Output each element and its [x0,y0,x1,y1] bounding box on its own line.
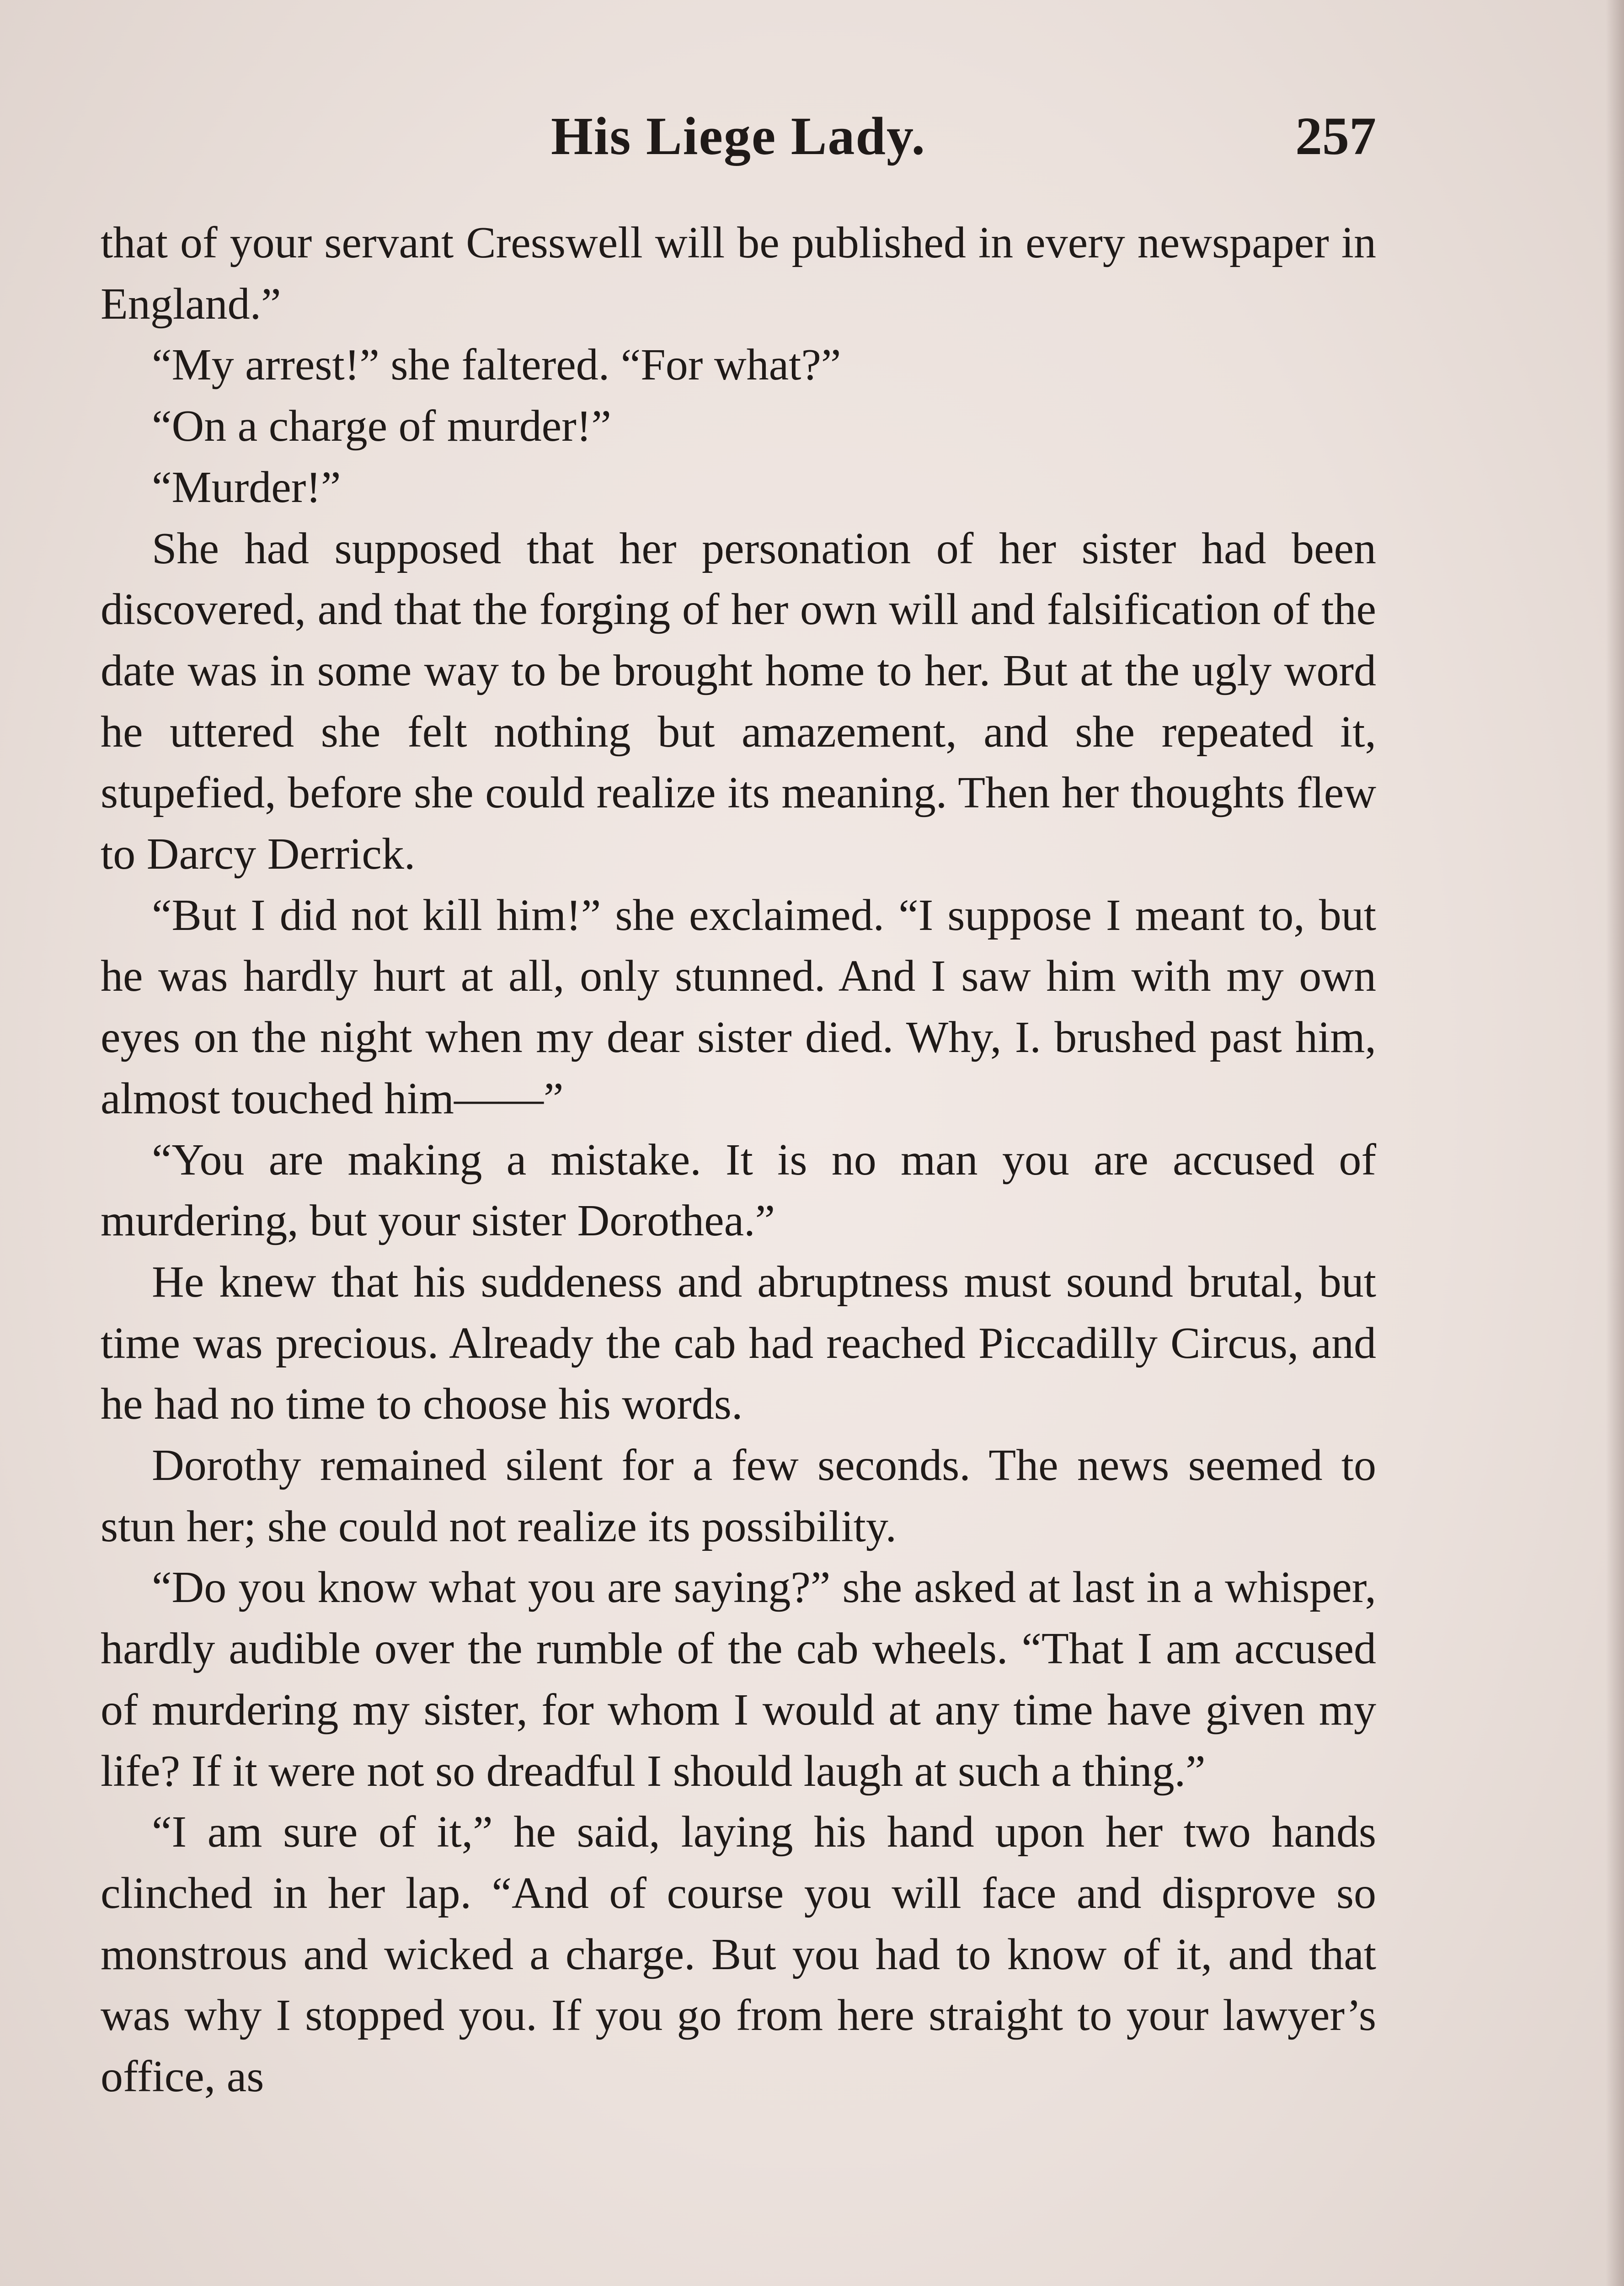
paragraph: “I am sure of it,” he said, laying his hand upon her two hands clinched in her lap. “And of course you will face and disprove so monstrous and wicked a charge. But you had to know of it, and that was why I stopped you. If you go from here straight to your lawyer’s office, as [101,1807,1376,2102]
running-title: His Liege Lady. [550,106,926,166]
paragraph: She had supposed that her personation of her sister had been discovered, and that the forging of her own will and falsification of the date was in some way to be brought home to her. But at the ugly word he uttered she felt nothing but amazement, and she repeated it, stupefied, before she could realize its meaning. Then her thoughts flew to Darcy Derrick. [101,523,1376,879]
body-text [101,213,1376,2108]
paragraph: “You are making a mistake. It is no man you are accused of murdering, but your sister Dorothea.” [101,1135,1376,1246]
paragraph: that of your servant Cresswell will be published in every newspaper in England.” [101,218,1376,329]
paragraph: He knew that his suddeness and abruptness must sound brutal, but time was precious. Already the cab had reached Piccadilly Circus, and he had no time to choose his words. [101,1257,1376,1429]
paragraph: “Do you know what you are saying?” she asked at last in a whisper, hardly audible over the rumble of the cab wheels. “That I am accused of murdering my sister, for whom I would at any time have given my life? If it were not so dreadful I should laugh at such a thing.” [101,1563,1376,1796]
running-header [101,105,1376,174]
page-edge-shadow [1606,0,1624,2286]
paragraph: “Murder!” [152,462,341,512]
paragraph: “My arrest!” she faltered. “For what?” [152,340,841,390]
paragraph: “But I did not kill him!” she exclaimed. “I suppose I meant to, but he was hardly hurt at all, only stunned. And I saw him with my own eyes on the night when my dear sister died. Why, I. brushed past him, almost touched him——” [101,890,1376,1123]
paragraph: “On a charge of murder!” [152,401,611,451]
paragraph: Dorothy remained silent for a few seconds. The news seemed to stun her; she could not realize its possibility. [101,1441,1376,1551]
page-number: 257 [1295,106,1376,166]
